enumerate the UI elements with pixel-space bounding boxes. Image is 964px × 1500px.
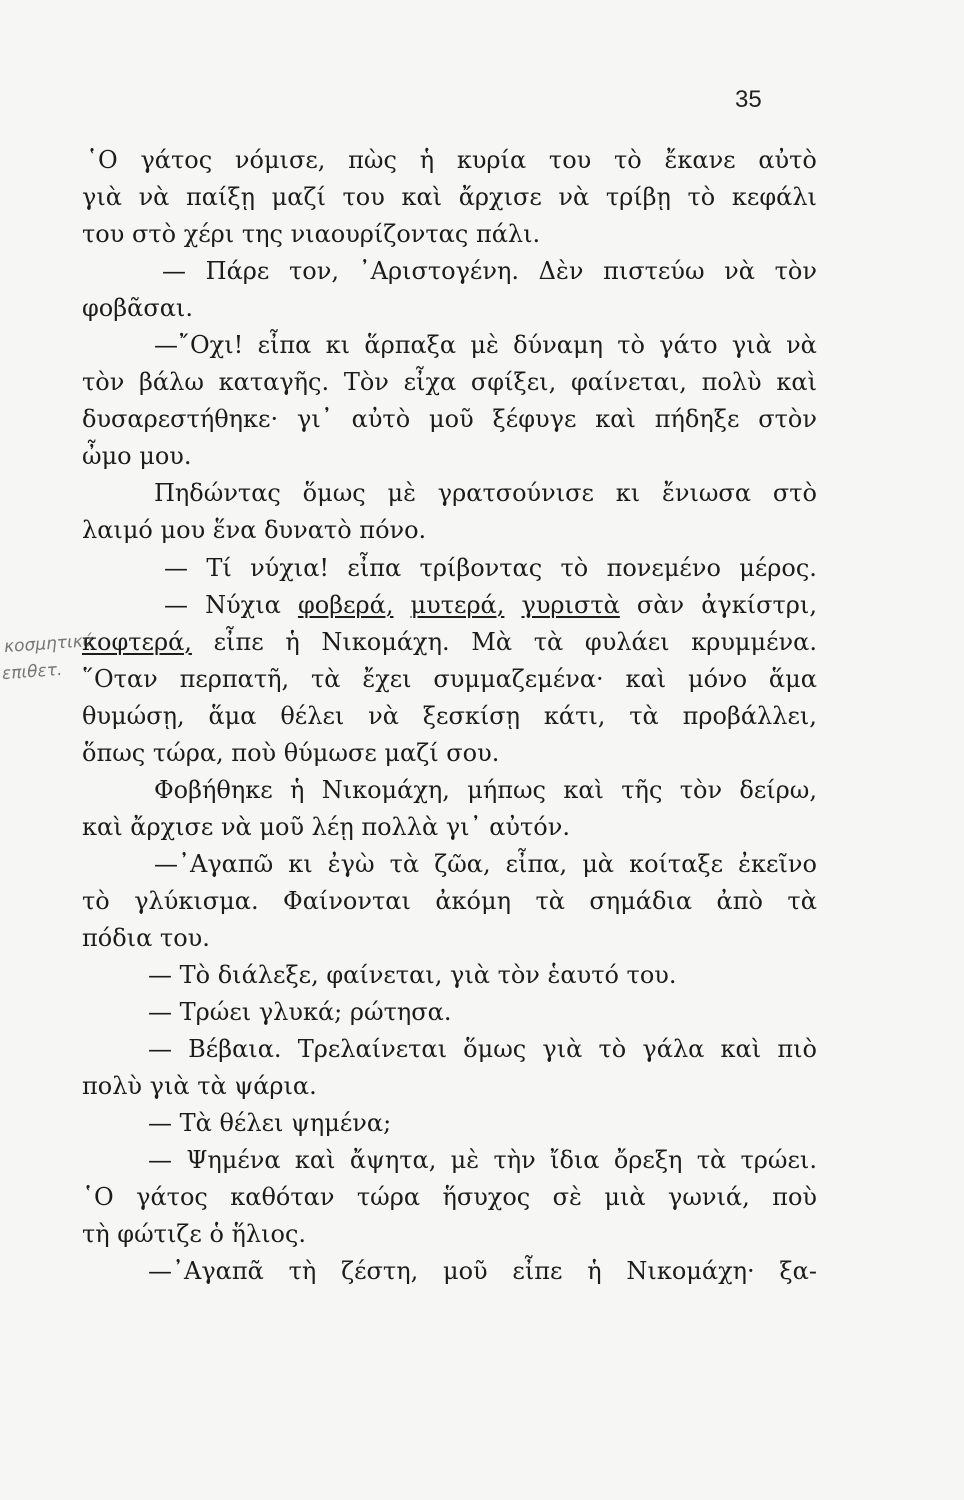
word: τὰ	[533, 627, 564, 656]
text-line	[82, 550, 817, 587]
word: φοβερά,	[297, 590, 394, 619]
word: της	[241, 220, 291, 249]
text-line	[82, 179, 817, 216]
word: ὅμως	[463, 1035, 527, 1064]
word: αὐτὸ	[351, 405, 411, 434]
word: Νικομάχη,	[321, 775, 450, 804]
word: τῆς	[621, 775, 663, 804]
text-line	[82, 1216, 817, 1253]
text-line	[82, 364, 817, 401]
word: εἶπα	[347, 553, 402, 582]
word: τὸν	[82, 368, 125, 397]
word: εἶπα,	[505, 849, 568, 878]
word: Ψημένα	[186, 1146, 281, 1175]
word: τὸ	[687, 183, 716, 212]
word: μοῦ	[259, 812, 312, 841]
word: ψάρια.	[234, 1072, 317, 1101]
word: γι᾿	[445, 812, 490, 841]
word: ἕνα	[212, 516, 265, 545]
word: ἅμα	[208, 701, 257, 730]
word: ξέφυγε	[492, 405, 577, 434]
word: φαίνεται,	[326, 961, 450, 990]
word: τὰ	[197, 1072, 235, 1101]
word: χέρι	[183, 220, 242, 249]
word: εἶπε	[512, 1257, 563, 1286]
text-line	[82, 846, 817, 883]
word: κυρία	[456, 146, 527, 174]
word: —	[164, 590, 188, 619]
word: —῎Οχι!	[154, 331, 244, 360]
word: σὲ	[552, 1183, 582, 1212]
word: ὅμως	[302, 479, 366, 508]
word: γιὰ	[731, 331, 772, 360]
word: ἡ	[285, 627, 300, 656]
word: ξεσκίσῃ	[422, 701, 521, 730]
word: —᾿Αγαπᾶ	[148, 1257, 264, 1286]
word: φυλάει	[584, 627, 670, 656]
word: σημάδια	[589, 886, 693, 915]
word: μυτερά,	[410, 590, 505, 619]
word: Τί	[206, 553, 232, 582]
word: θέλει	[219, 1109, 292, 1138]
text-line	[82, 1031, 817, 1068]
word: κι	[288, 849, 313, 878]
word: τρώει.	[740, 1146, 817, 1175]
text-line	[82, 1105, 817, 1142]
word: τὸ	[560, 553, 589, 582]
word: γωνιά,	[668, 1183, 750, 1212]
word: τὸ	[82, 886, 110, 915]
word: ἥσυχος	[442, 1183, 531, 1212]
word: καὶ	[294, 1146, 336, 1175]
word: μαζί	[384, 738, 447, 767]
word: μιὰ	[604, 1183, 646, 1212]
word: τὴ	[82, 1220, 118, 1249]
text-line	[82, 661, 817, 698]
word: μου.	[139, 442, 192, 471]
word: τὰ	[696, 1146, 727, 1175]
word: ἡ	[587, 1257, 602, 1286]
word: τὸν	[679, 775, 723, 804]
word: πολὺ	[701, 368, 762, 397]
text-line	[82, 698, 817, 735]
word: σου.	[446, 738, 500, 767]
word: φοβᾶσαι.	[82, 294, 193, 323]
word: ποὺ	[231, 738, 284, 767]
word: πὼς	[348, 146, 397, 174]
word: του	[82, 220, 132, 249]
word: —᾿Αγαπῶ	[154, 849, 274, 878]
word: ἥλιος.	[231, 1220, 307, 1249]
text-line	[82, 920, 817, 957]
word: νὰ	[558, 183, 590, 212]
word: ἀγκίστρι,	[701, 590, 817, 619]
word: νὰ	[724, 257, 755, 286]
word: ἄρχισε	[458, 183, 542, 212]
word: φώτιζε	[117, 1220, 210, 1249]
word: θύμωσε	[283, 738, 385, 767]
word: —	[148, 961, 180, 990]
word: Μὰ	[471, 627, 513, 656]
word: εἶχα	[403, 368, 457, 397]
word: μαζί	[271, 183, 326, 212]
word: τρίβοντας	[419, 553, 543, 582]
word: ἡ	[419, 146, 435, 174]
word: ψημένα;	[291, 1109, 392, 1138]
word: Φοβήθηκε	[154, 775, 273, 804]
word: τὴ	[288, 1257, 317, 1286]
text-line	[82, 809, 817, 846]
word: του	[548, 146, 592, 174]
word: ὅπως	[82, 738, 153, 767]
word: Βέβαια.	[188, 1035, 282, 1064]
text-line	[82, 994, 817, 1031]
word: του.	[626, 961, 677, 990]
word: Νικομάχη·	[626, 1257, 755, 1286]
word: Δὲν	[538, 257, 584, 286]
word: —	[164, 553, 188, 582]
word: καὶ	[401, 183, 443, 212]
word: γιὰ	[449, 961, 498, 990]
word: ποὺ	[772, 1183, 817, 1212]
word: καθόταν	[230, 1183, 335, 1212]
word: γιὰ	[542, 1035, 583, 1064]
word: Πάρε	[205, 257, 270, 286]
word: πήδηξε	[654, 405, 740, 434]
word: —	[148, 998, 180, 1027]
word: ἔκανε	[664, 146, 736, 174]
word: Πηδώντας	[154, 479, 281, 508]
word: κι	[325, 331, 351, 360]
word: Τὸν	[343, 368, 389, 397]
word: κάτι,	[543, 701, 606, 730]
word: κοφτερά,	[82, 627, 192, 656]
word: Τὸ	[179, 961, 218, 990]
word: ῞Οταν	[82, 664, 158, 693]
word: ζέστη,	[341, 1257, 419, 1286]
word: νιαουρίζοντας	[290, 220, 476, 249]
word: γλυκά;	[258, 998, 350, 1027]
word: —	[148, 1146, 172, 1175]
word: Τὰ	[179, 1109, 220, 1138]
word: μὲ	[470, 331, 499, 360]
word: νὰ	[368, 701, 399, 730]
text-line	[82, 290, 817, 327]
word: καὶ	[563, 775, 604, 804]
word: ἀκόμη	[435, 886, 511, 915]
word: ξα-	[779, 1257, 817, 1286]
word: τὸ	[614, 146, 642, 174]
word: αὐτὸ	[758, 146, 817, 174]
word: ῾Ο	[86, 146, 118, 174]
word: σὰν	[636, 590, 685, 619]
text-line	[82, 253, 817, 290]
word: Τρώει	[179, 998, 259, 1027]
word: στὸ	[772, 479, 817, 508]
word: μου	[160, 516, 213, 545]
word: ἡ	[289, 775, 305, 804]
word: θυμώσῃ,	[82, 701, 185, 730]
text-line	[82, 327, 817, 364]
word: τὸν	[774, 257, 817, 286]
word: περπατῆ,	[179, 664, 290, 693]
word: ἅμα	[768, 664, 817, 693]
word: γάτο	[659, 331, 718, 360]
handwritten-margin-note: κοσμητικά	[3, 630, 95, 658]
text-line	[82, 438, 817, 475]
word: αὐτόν.	[489, 812, 570, 841]
word: εἶπε	[213, 627, 264, 656]
word: τὰ	[787, 886, 817, 915]
word: συμμαζεμένα·	[433, 664, 604, 693]
word: πονεμένο	[606, 553, 721, 582]
word: του.	[159, 923, 210, 952]
word: ῾Ο	[82, 1183, 114, 1212]
word: πολὺ	[82, 1072, 150, 1101]
word: τὸν	[497, 961, 548, 990]
text-line	[82, 957, 817, 994]
word: ἅρπαξα	[364, 331, 457, 360]
word: καὶ	[625, 664, 667, 693]
text-line	[82, 772, 817, 809]
word: μήπως	[467, 775, 546, 804]
text-line	[82, 216, 817, 253]
word: νύχια!	[250, 553, 330, 582]
word: κρυμμένα.	[691, 627, 817, 656]
word: γλύκισμα.	[134, 886, 259, 915]
word: τώρα	[356, 1183, 421, 1212]
word: πιὸ	[777, 1035, 817, 1064]
word: πολλὰ	[361, 812, 446, 841]
text-line	[82, 401, 817, 438]
word: ρώτησα.	[349, 998, 452, 1027]
word: Νικομάχη.	[321, 627, 450, 656]
word: γιὰ	[82, 183, 122, 212]
text-line	[82, 624, 817, 661]
word: τρίβῃ	[605, 183, 671, 212]
word: Τρελαίνεται	[297, 1035, 448, 1064]
word: μοῦ	[429, 405, 474, 434]
word: δυνατὸ	[264, 516, 360, 545]
page-number: 35	[735, 86, 762, 113]
word: γρατσούνισε	[437, 479, 594, 508]
word: διάλεξε,	[217, 961, 327, 990]
word: γιὰ	[149, 1072, 198, 1101]
word: νὰ	[786, 331, 817, 360]
word: δείρω,	[739, 775, 817, 804]
word: ἐγὼ	[327, 849, 375, 878]
word: Φαίνονται	[283, 886, 411, 915]
word: τὰ	[311, 664, 341, 693]
word: μὲ	[387, 479, 416, 508]
word: ᾿Αριστογένη.	[358, 257, 519, 286]
word: πόδια	[82, 923, 160, 952]
word: στὸ	[131, 220, 184, 249]
text-line	[82, 1253, 817, 1290]
word: παίξῃ	[186, 183, 256, 212]
word: ὦμο	[82, 442, 140, 471]
text-line	[82, 883, 817, 920]
word: τώρα,	[152, 738, 232, 767]
word: —	[148, 1109, 180, 1138]
word: θέλει	[280, 701, 345, 730]
word: λαιμό	[82, 516, 161, 545]
word: προβάλλει,	[682, 701, 817, 730]
word: κεφάλι	[731, 183, 817, 212]
word: Νύχια	[205, 590, 281, 619]
word: ἐκεῖνο	[738, 849, 817, 878]
word: νόμισε,	[234, 146, 326, 174]
text-line	[82, 475, 817, 512]
word: πιστεύω	[603, 257, 705, 286]
word: ὄρεξη	[613, 1146, 683, 1175]
word: καὶ	[595, 405, 636, 434]
text-line	[82, 735, 817, 772]
word: γάτος	[140, 146, 213, 174]
word: βάλω	[139, 368, 204, 397]
word: στὸν	[758, 405, 817, 434]
word: μὲ	[450, 1146, 480, 1175]
body-text	[82, 142, 817, 1290]
word: σφίξει,	[470, 368, 557, 397]
word: ἴδια	[550, 1146, 600, 1175]
handwritten-margin-note: επιθετ.	[1, 659, 64, 685]
word: ὁ	[209, 1220, 232, 1249]
word: ἑαυτό	[547, 961, 627, 990]
word: εἶπα	[257, 331, 312, 360]
word: τον,	[289, 257, 339, 286]
text-line	[82, 512, 817, 549]
word: ἀπὸ	[716, 886, 763, 915]
word: γυριστὰ	[521, 590, 620, 619]
word: τὰ	[389, 849, 420, 878]
word: τὰ	[629, 701, 659, 730]
word: λέῃ	[311, 812, 362, 841]
word: του	[342, 183, 385, 212]
word: γι᾿	[296, 405, 333, 434]
word: καὶ	[82, 812, 131, 841]
word: κοίταξε	[629, 849, 724, 878]
text-line	[82, 587, 817, 624]
word: ἔνιωσα	[661, 479, 752, 508]
word: ἄρχισε	[130, 812, 221, 841]
text-line	[82, 1142, 817, 1179]
word: μέρος.	[739, 553, 817, 582]
word: τὴν	[493, 1146, 536, 1175]
word: γάλα	[642, 1035, 705, 1064]
word: καὶ	[720, 1035, 762, 1064]
word: πάλι.	[475, 220, 541, 249]
word: πόνο.	[359, 516, 427, 545]
word: μόνο	[687, 664, 748, 693]
word: νὰ	[220, 812, 260, 841]
word: κι	[615, 479, 641, 508]
word: καὶ	[776, 368, 817, 397]
text-line	[82, 142, 817, 179]
text-line	[82, 1068, 817, 1105]
word: γάτος	[136, 1183, 208, 1212]
word: ζῶα,	[434, 849, 491, 878]
word: ἔχει	[362, 664, 412, 693]
word: μὰ	[582, 849, 614, 878]
word: —	[148, 1035, 172, 1064]
word: νὰ	[138, 183, 170, 212]
word: τὸ	[598, 1035, 627, 1064]
word: τὰ	[535, 886, 565, 915]
word: καταγῆς.	[218, 368, 330, 397]
word: —	[162, 257, 186, 286]
word: μοῦ	[442, 1257, 488, 1286]
word: φαίνεται,	[570, 368, 687, 397]
text-line	[82, 1179, 817, 1216]
word: τὸ	[617, 331, 645, 360]
word: ἄψητα,	[349, 1146, 437, 1175]
word: δυσαρεστήθηκε·	[82, 405, 279, 434]
word: δύναμη	[513, 331, 603, 360]
